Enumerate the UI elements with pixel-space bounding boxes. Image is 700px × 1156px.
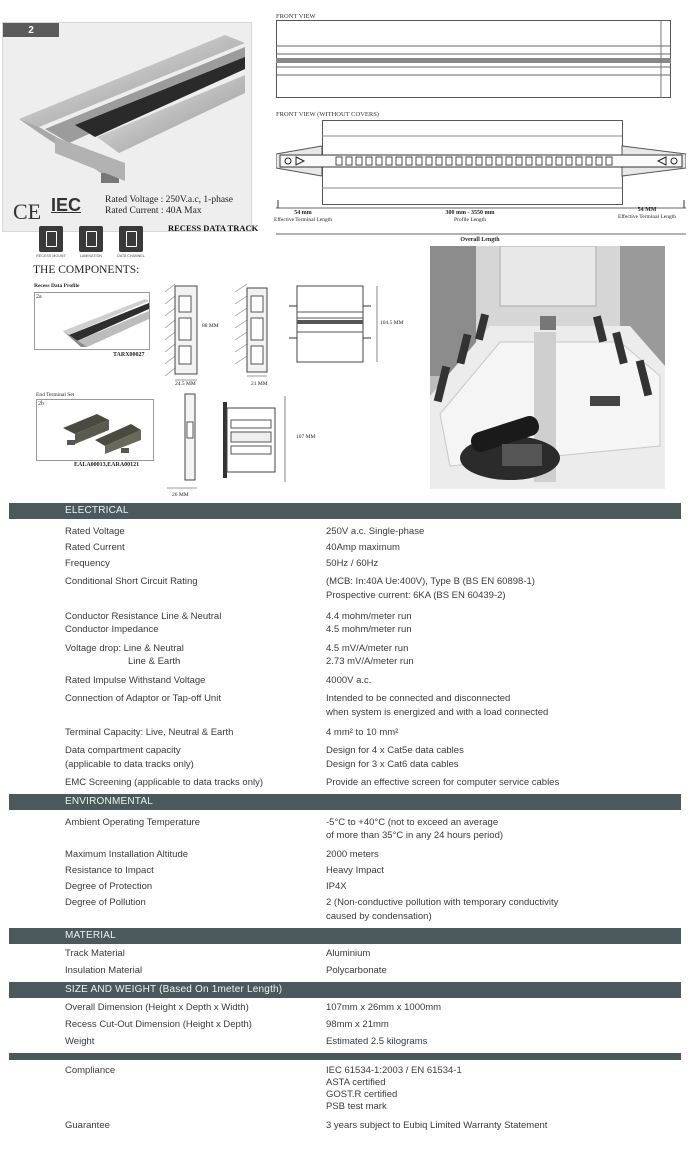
spec-row (9, 671, 681, 690)
spec-row (9, 557, 681, 573)
spec-label: Degree of Pollution (65, 897, 146, 908)
spec-label: Maximum Installation Altitude (65, 849, 189, 860)
spec-label: Rated Current (65, 541, 125, 553)
spec-value: IP4X (326, 881, 347, 892)
feature-label: RECESS MOUNT (36, 254, 66, 258)
spec-value: 2 (Non-conductive pollution with temporary conductivity (326, 897, 559, 908)
cs-terminal-height: 107 MM (296, 434, 316, 440)
front-view-label: FRONT VIEW (276, 13, 316, 20)
spec-label: Conductor Resistance Line & Neutral (65, 610, 222, 622)
feature-recess-mount (34, 226, 68, 258)
spec-label: Recess Cut-Out Dimension (Height x Depth) (65, 1018, 252, 1030)
section-size-weight (9, 998, 681, 1053)
spec-row (9, 690, 681, 722)
cross-section-drawings (163, 282, 418, 492)
spec-row (9, 813, 681, 845)
feature-data-channel (114, 226, 148, 258)
left-dim-label: Effective Terminal Length (273, 216, 333, 223)
spec-label: Conditional Short Circuit Rating (65, 576, 198, 587)
spec-row (9, 639, 681, 671)
spec-row (9, 742, 681, 774)
spec-value: of more than 35°C in any 24 hours period) (326, 830, 504, 841)
spec-label: Ambient Operating Temperature (65, 816, 201, 828)
spec-value: caused by condensation) (326, 910, 432, 922)
right-terminal-dim (606, 207, 688, 220)
spec-value: Heavy Impact (326, 865, 385, 876)
spec-label: Frequency (65, 557, 110, 569)
spec-sublabel: Line & Earth (128, 656, 181, 667)
spec-value: (MCB: In:40A Ue:400V), Type B (BS EN 60898-1) (326, 576, 535, 587)
feature-label: DATA CHANNEL (117, 254, 145, 258)
terminal-title: End Terminal Set (36, 392, 75, 398)
track-illustration (15, 33, 245, 183)
rated-voltage: Rated Voltage : 250V.a.c, 1-phase (105, 195, 233, 205)
section-electrical (9, 519, 681, 794)
spec-value: 250V a.c. Single-phase (326, 525, 425, 537)
spec-row (9, 722, 681, 742)
section-divider (9, 1053, 681, 1060)
profile-tag: 2a (36, 294, 42, 300)
terminal-code: EALA00013,EARA00121 (74, 462, 140, 468)
spec-value: Design for 3 x Cat6 data cables (326, 758, 459, 770)
components-title: THE COMPONENTS: (33, 264, 140, 276)
spec-value: Intended to be connected and disconnected (326, 693, 511, 704)
spec-label: Track Material (65, 947, 125, 959)
section-material (9, 944, 681, 982)
spec-row (9, 522, 681, 541)
spec-row (9, 963, 681, 980)
spec-value: 2.73 mV/A/meter run (326, 656, 414, 667)
rated-specs (105, 195, 233, 217)
feature-icons (34, 226, 148, 258)
spec-value: -5°C to +40°C (not to exceed an average (326, 816, 499, 828)
spec-value: Aluminium (326, 947, 371, 959)
feature-lamination (74, 226, 108, 258)
profile-length-dim (420, 210, 520, 223)
terminal-illustration (37, 400, 153, 460)
spec-table (9, 503, 681, 1137)
spec-row (9, 1034, 681, 1051)
spec-label: Weight (65, 1035, 95, 1047)
profile-illustration (35, 293, 149, 349)
spec-value: 4 mm² to 10 mm² (326, 726, 399, 738)
spec-row (9, 864, 681, 880)
spec-value: Provide an effective screen for computer service cables (326, 777, 560, 788)
spec-value: 3 years subject to Eubiq Limited Warranty Statement (326, 1119, 548, 1131)
mid-dim-label: Profile Length (454, 216, 486, 223)
front-view-without-covers-drawing (276, 118, 686, 208)
spec-row (9, 1001, 681, 1017)
spec-row (9, 573, 681, 605)
spec-label: Terminal Capacity: Live, Neutral & Earth (65, 726, 234, 738)
spec-value: 4000V a.c. (326, 674, 372, 686)
spec-row (9, 1063, 681, 1116)
spec-row (9, 774, 681, 793)
profile-code: TARX00027 (113, 352, 145, 358)
mid-dim-value: 300 mm - 3550 mm (445, 210, 495, 216)
spec-label: Rated Impulse Withstand Voltage (65, 674, 206, 686)
product-photo (2, 22, 252, 232)
section-header-environmental: ENVIRONMENTAL (9, 794, 681, 810)
spec-row (9, 845, 681, 864)
spec-value: Prospective current: 6KA (BS EN 60439-2) (326, 589, 506, 601)
spec-value: Estimated 2.5 kilograms (326, 1035, 428, 1047)
spec-row (9, 1017, 681, 1034)
left-terminal-dim (272, 210, 334, 223)
spec-row (9, 896, 681, 926)
overall-label: Overall Length (460, 237, 500, 243)
ce-mark: CE (13, 199, 42, 224)
front-view-no-covers-label: FRONT VIEW (WITHOUT COVERS) (276, 111, 379, 118)
spec-value: 4.5 mV/A/meter run (326, 642, 409, 654)
spec-label: Compliance (65, 1065, 116, 1076)
spec-value: PSB test mark (326, 1101, 387, 1112)
left-dim-value: 54 mm (294, 210, 312, 216)
profile-frame (34, 292, 150, 350)
spec-label: Connection of Adaptor or Tap-off Unit (65, 693, 221, 704)
cs-width-dim: 24.5 MM (175, 381, 196, 387)
spec-label: EMC Screening (applicable to data tracks only) (65, 777, 264, 788)
cs-height-dim: 88 MM (202, 323, 219, 329)
spec-row (9, 880, 681, 896)
cs-cutout-dim: 21 MM (251, 381, 268, 387)
cs-side-height: 104.5 MM (380, 320, 404, 326)
product-title: RECESS DATA TRACK (168, 223, 259, 233)
recess-mount-icon (39, 226, 63, 252)
cs-terminal-width: 26 MM (172, 492, 189, 498)
section-compliance (9, 1060, 681, 1137)
spec-label: Conductor Impedance (65, 624, 159, 635)
section-header-size-weight: SIZE AND WEIGHT (Based On 1meter Length) (9, 982, 681, 998)
spec-label: Overall Dimension (Height x Depth x Width) (65, 1001, 249, 1013)
spec-value: 4.4 mohm/meter run (326, 610, 412, 622)
spec-label: Resistance to Impact (65, 865, 154, 876)
terminal-frame (36, 399, 154, 461)
spec-label: Guarantee (65, 1119, 110, 1131)
section-environmental (9, 810, 681, 928)
spec-label: Rated Voltage (65, 525, 125, 537)
installation-photo (430, 246, 665, 489)
data-channel-icon (119, 226, 143, 252)
terminal-tag: 2b (38, 401, 44, 407)
spec-label: Voltage drop: Line & Neutral (65, 642, 184, 654)
spec-label: Data compartment capacity (65, 745, 181, 756)
iec-mark: IEC (51, 195, 82, 215)
overall-length-dim (440, 237, 520, 244)
profile-title: Recess Data Profile (34, 283, 80, 289)
lamination-icon (79, 226, 103, 252)
spec-value: Polycarbonate (326, 964, 387, 976)
spec-value: IEC 61534-1:2003 / EN 61534-1 (326, 1065, 462, 1076)
spec-row (9, 541, 681, 557)
right-dim-label: Effective Terminal Length (617, 213, 677, 220)
front-view-drawing (276, 20, 671, 98)
spec-value: 4.5 mohm/meter run (326, 624, 412, 635)
spec-label: Insulation Material (65, 964, 143, 976)
spec-value: ASTA certified (326, 1077, 386, 1088)
spec-label: Degree of Protection (65, 881, 153, 892)
spec-value: 40Amp maximum (326, 541, 400, 553)
spec-value: GOST.R certified (326, 1089, 398, 1100)
section-header-electrical: ELECTRICAL (9, 503, 681, 519)
spec-label: (applicable to data tracks only) (65, 758, 194, 770)
spec-value: 107mm x 26mm x 1000mm (326, 1001, 442, 1013)
feature-label: LAMINATION (79, 254, 103, 258)
page-badge: 2 (3, 23, 59, 37)
spec-value: Design for 4 x Cat5e data cables (326, 745, 464, 756)
rated-current: Rated Current : 40A Max (105, 206, 202, 216)
spec-row (9, 947, 681, 963)
spec-value: 2000 meters (326, 849, 379, 860)
spec-row (9, 605, 681, 640)
spec-value: 50Hz / 60Hz (326, 557, 379, 569)
section-header-material: MATERIAL (9, 928, 681, 944)
right-dim-value: 54 MM (637, 207, 657, 213)
spec-value: 98mm x 21mm (326, 1018, 389, 1030)
spec-value: when system is energized and with a load connected (326, 706, 549, 718)
spec-row (9, 1116, 681, 1135)
